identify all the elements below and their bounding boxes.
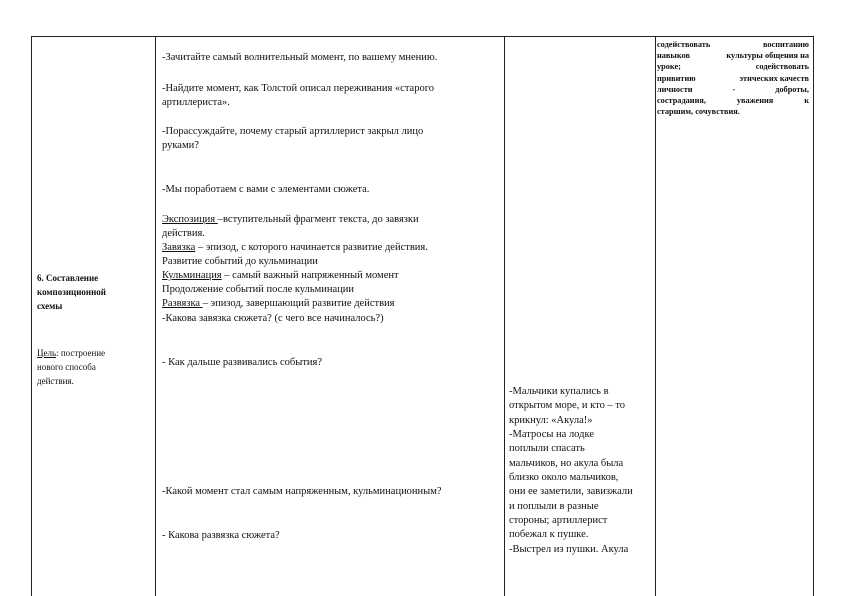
exposition-line-1 — [162, 213, 419, 227]
stage-cell — [32, 37, 155, 596]
question-3-line-1: -Порассуждайте, почему старый артиллерист закрыл лицо — [162, 126, 424, 137]
student-answer-line: близко около мальчиков, — [509, 472, 619, 483]
goal-text-1: : построение — [56, 348, 106, 358]
stage-title-line-3: схемы — [37, 301, 63, 311]
student-answer-line: побежал к пушке. — [509, 529, 589, 540]
outcome-word: содействовать — [755, 62, 809, 72]
student-answer-line: -Мальчики купались в — [509, 386, 609, 397]
student-answer-line: крикнул: «Акула!» — [509, 415, 593, 426]
stage-title-line-1: 6. Составление — [37, 273, 99, 283]
question-resolution: - Какова развязка сюжета? — [162, 530, 280, 541]
outcome-line — [657, 73, 809, 84]
setup-line — [162, 241, 428, 255]
student-answer-line: поплыли спасать — [509, 443, 585, 454]
outcome-word: уважения — [736, 96, 774, 106]
outcomes-cell — [657, 39, 809, 117]
student-answer-line: открытом море, и кто – то — [509, 400, 626, 411]
climax-definition: – самый важный напряженный момент — [221, 270, 399, 281]
resolution-line — [162, 297, 395, 311]
outcome-word: привитию — [657, 73, 696, 83]
outcome-line — [657, 50, 809, 61]
setup-definition: – эпизод, с которого начинается развитие действия. — [195, 242, 428, 253]
student-answer-line: стороны; артиллерист — [509, 515, 608, 526]
goal-line-1 — [37, 348, 105, 359]
outcome-line — [657, 84, 809, 95]
outcome-word: содействовать — [657, 40, 711, 49]
outcome-word: - — [732, 84, 736, 94]
outcome-word: старшим, сочувствия. — [657, 107, 740, 117]
outcome-word: личности — [657, 84, 693, 94]
falling-action-line: Продолжение событий после кульминации — [162, 284, 355, 295]
student-answer-line: мальчиков, но акула была — [509, 458, 624, 469]
development-line: Развитие событий до кульминации — [162, 256, 318, 267]
student-answer-line: и поплыли в разные — [509, 501, 599, 512]
outcome-word: этических качеств — [739, 73, 809, 83]
question-development: - Как дальше развивались события? — [162, 357, 323, 368]
stage-title-line-2: композиционной — [37, 287, 106, 297]
resolution-definition: – эпизод, завершающий развитие действия — [202, 298, 395, 309]
student-answer-line: -Матросы на лодке — [509, 429, 594, 440]
student-answer-line: -Выстрел из пушки. Акула — [509, 544, 629, 555]
outcome-line — [657, 95, 809, 106]
question-setup: -Какова завязка сюжета? (с чего все начиналось?) — [162, 313, 384, 324]
outcome-line — [657, 61, 809, 72]
column-divider-3 — [655, 37, 656, 596]
outcome-word: сострадания, — [657, 96, 706, 106]
student-activity-cell — [505, 37, 655, 596]
outcome-word: к — [804, 96, 809, 106]
teacher-activity-cell — [156, 37, 504, 596]
exposition-term: Экспозиция — [162, 214, 218, 225]
student-answer-line: они ее заметили, завизжали — [509, 486, 633, 497]
outcome-word: доброты, — [775, 84, 809, 94]
setup-term: Завязка — [162, 242, 196, 253]
goal-line-2: нового способа — [37, 362, 96, 372]
outcome-word: навыков — [657, 51, 690, 61]
question-3-line-2: руками? — [162, 140, 199, 151]
exposition-line-2: действия. — [162, 228, 205, 239]
outcome-word: воспитанию — [762, 40, 809, 49]
exposition-definition: –вступительный фрагмент текста, до завязки — [217, 214, 419, 225]
climax-term: Кульминация — [162, 270, 222, 281]
outcome-line — [657, 39, 809, 50]
lesson-plan-table — [31, 36, 814, 596]
question-2-line-1: -Найдите момент, как Толстой описал переживания «старого — [162, 83, 434, 94]
climax-line — [162, 269, 399, 283]
question-2-line-2: артиллериста». — [162, 97, 230, 108]
plot-intro: -Мы поработаем с вами с элементами сюжета. — [162, 184, 370, 195]
question-1: -Зачитайте самый волнительный момент, по вашему мнению. — [162, 52, 438, 63]
goal-label: Цель — [37, 348, 57, 358]
question-climax: -Какой момент стал самым напряженным, кульминационным? — [162, 486, 442, 497]
outcome-line — [657, 106, 809, 117]
outcome-word: уроке; — [657, 62, 681, 72]
resolution-term: Развязка — [162, 298, 203, 309]
outcome-word: культуры общения на — [726, 51, 809, 61]
goal-line-3: действия. — [37, 376, 74, 386]
